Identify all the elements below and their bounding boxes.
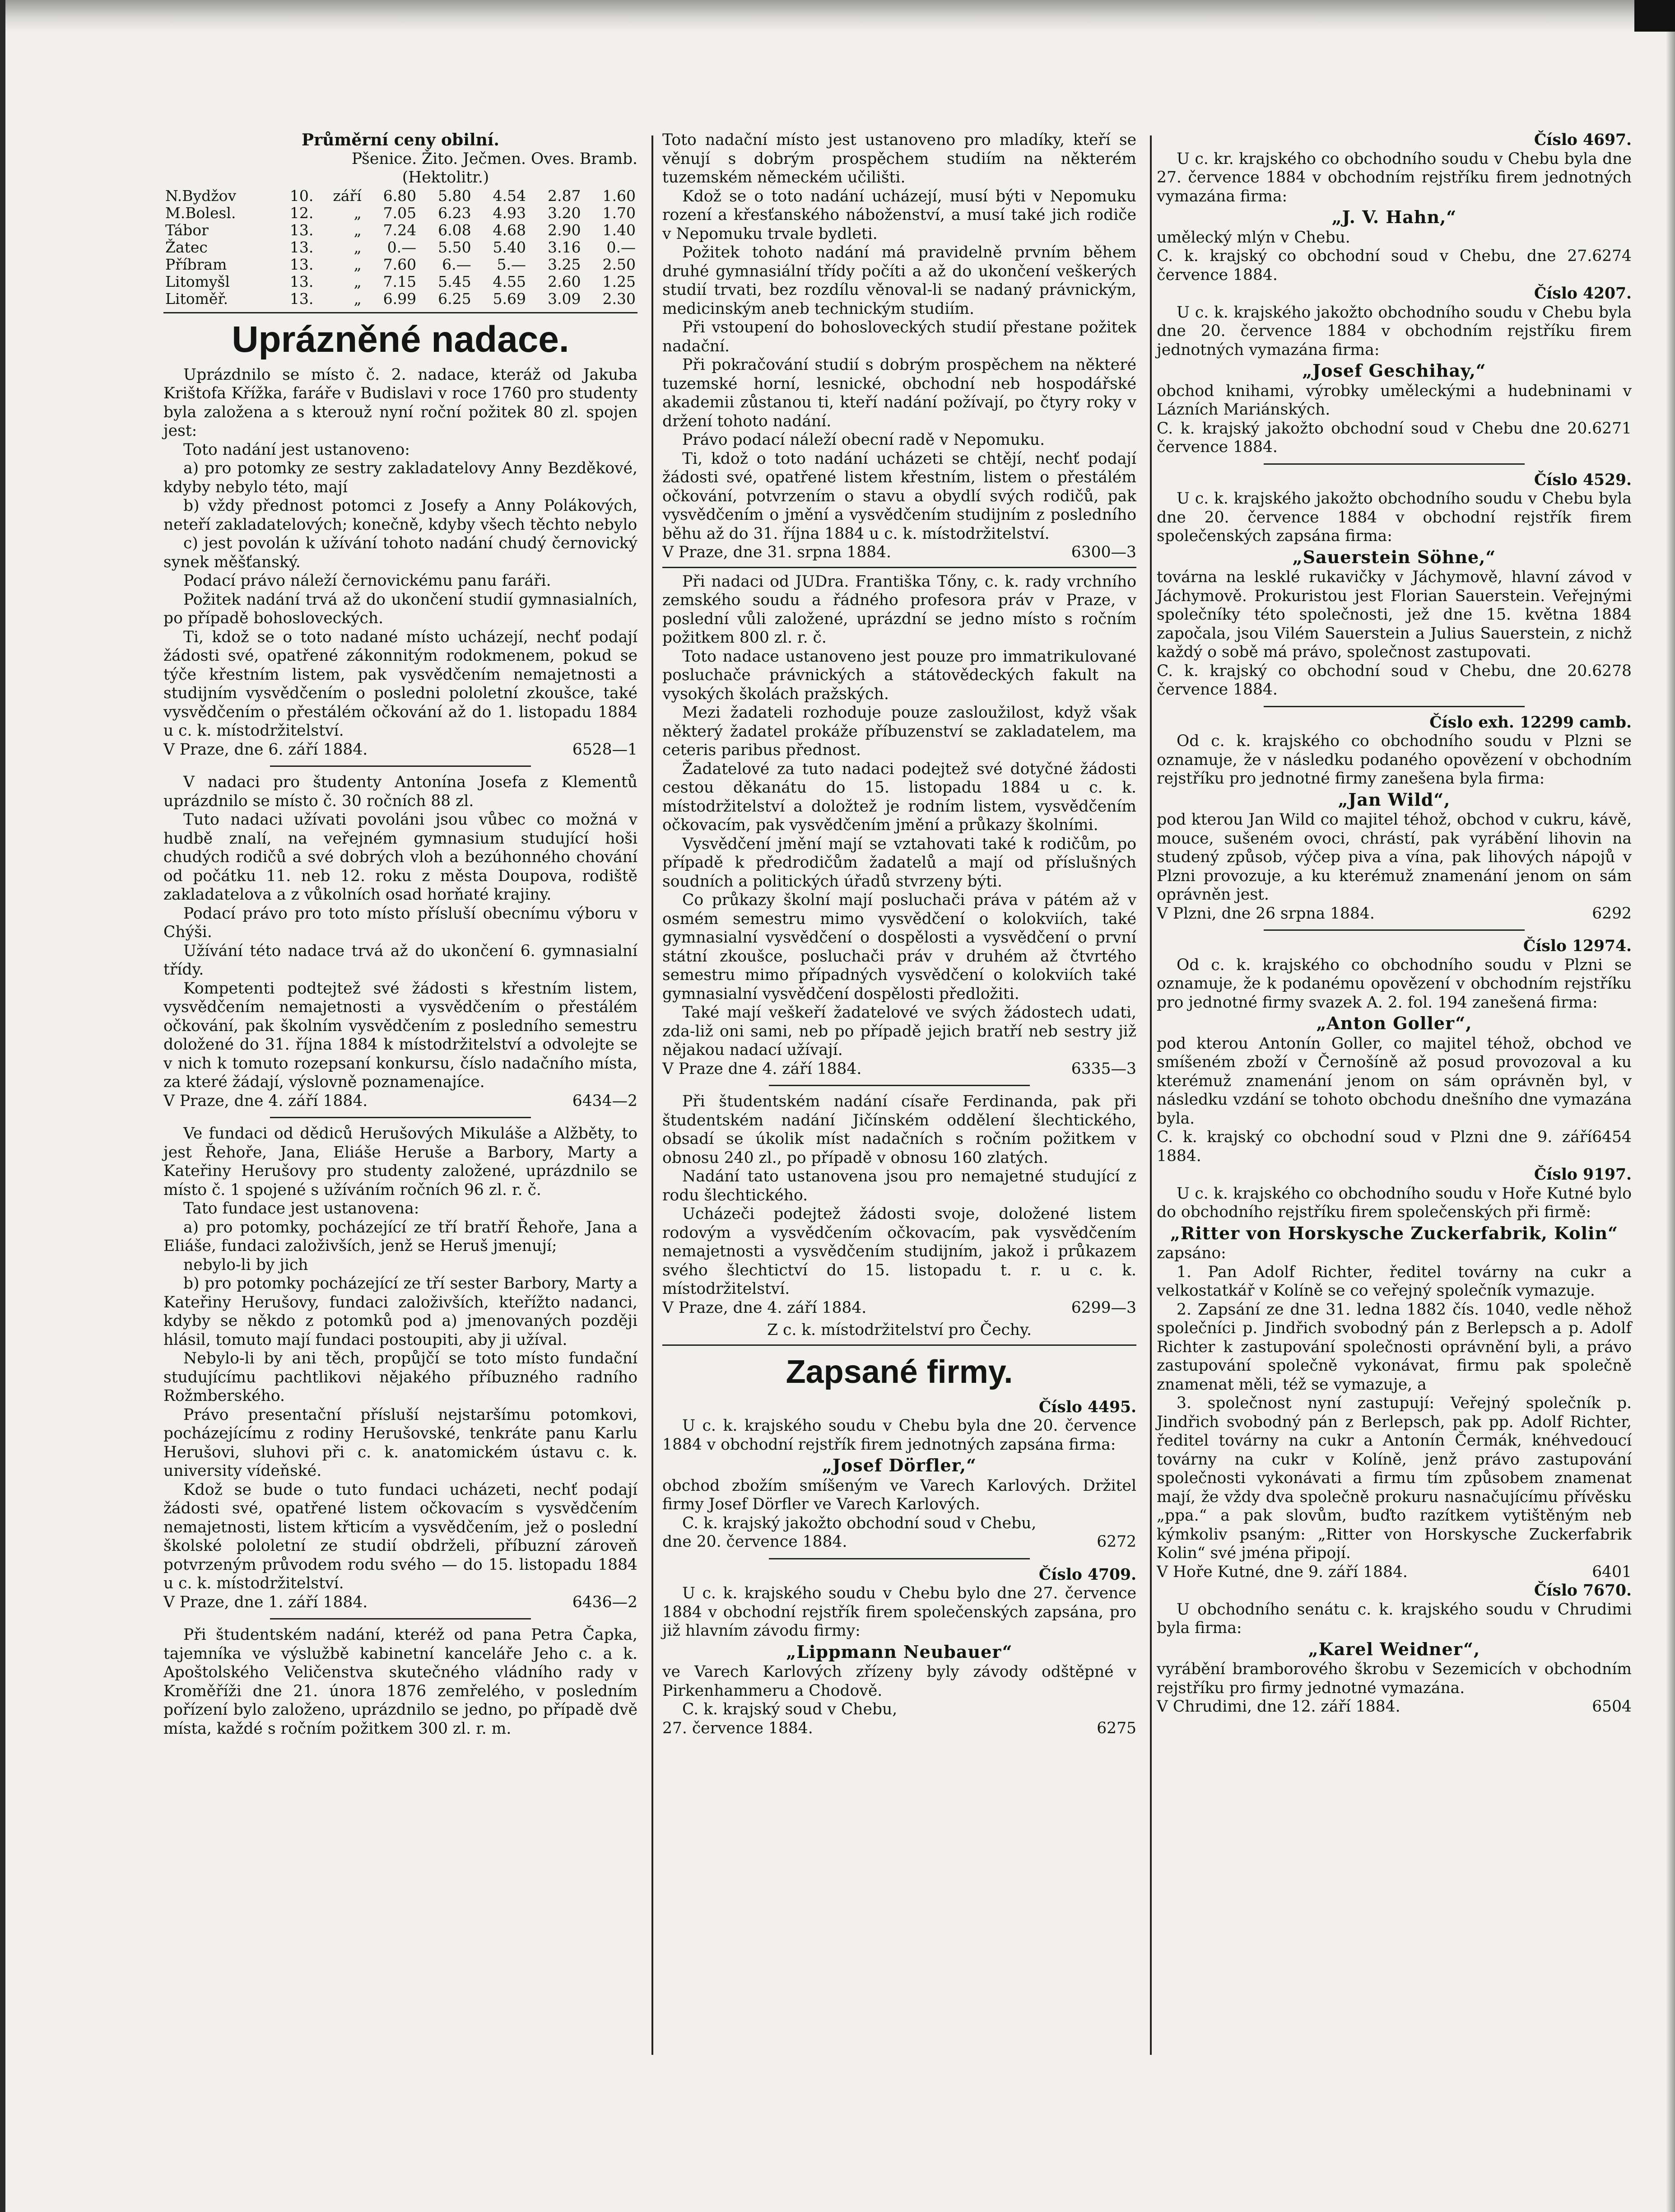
notice-klementu — [163, 773, 637, 1092]
firm-number: Číslo 7670. — [1534, 1582, 1632, 1600]
firm-signature — [1157, 905, 1632, 924]
firm-intro: Od c. k. krajského co obchodního soudu v Plzni se oznamuje, že v následku podaného opovězení v obchodním rejstříku pro jednotné firmy zanešena byla firma: — [1157, 732, 1632, 788]
firm-record-no: 6278 — [1592, 662, 1632, 680]
signature-line: V Praze dne 4. září 1884. 6335—3 — [662, 1059, 1136, 1078]
firm-record-no: 6275 — [1097, 1719, 1136, 1737]
paragraph: Tuto nadaci užívati povoláni jsou vůbec co možná v hudbě znalí, na veřejném gymnasium studující hoši chudých rodičů a své dobrých vloh a bezúhonného chování od počátku 11. neb 12. roku z města Doupova, rodiště zakladatelova a z vůkolních osad horňaté krajiny. — [163, 811, 637, 904]
price-cell-day: 12. — [289, 204, 314, 222]
firm-record-no: 6401 — [1592, 1563, 1632, 1581]
paragraph: Ti, kdož se o toto nadané místo ucházejí, nechť podají žádosti své, opatřené zákonnitým rodokmenem, pokud se týče křestním listem, pak vysvědčením nemajetnosti a studijním vysvědčením o posledni pololetní zkoušce, také vysvědčením o přestálém očkování až do 1. listopadu 1884 u c. k. místodržitelství. — [163, 628, 637, 740]
price-cell-oves: 3.25 — [547, 255, 581, 273]
price-cell-bramb: 1.70 — [602, 204, 636, 222]
page-top-shadow — [0, 0, 1675, 32]
paragraph: Kdož se bude o tuto fundaci ucházeti, nechť podají žádosti své, opatřené listem očkovacím s vysvědčením nemajetnosti, listem křticím a vysvědčením, jež o poslední školské pololetní ze studií obdrželi, příbuzní zároveň potvrzeným průvodem rodu svého — do 15. listopadu 1884 u c. k. místodržitelství. — [163, 1480, 637, 1592]
price-cell-bramb: 2.30 — [602, 289, 636, 308]
firm-signature — [662, 1533, 1136, 1552]
price-cell-month: „ — [354, 204, 362, 222]
page-left-edge — [0, 0, 5, 2212]
paragraph: c) jest povolán k užívání tohoto nadání chudý černovický synek měšťanský. — [163, 534, 637, 571]
divider — [1264, 929, 1525, 931]
firm-number: Číslo 4709. — [1038, 1565, 1136, 1584]
price-cell-bramb: 2.50 — [602, 255, 636, 273]
price-row — [163, 273, 637, 290]
firm-intro: U c. k. krajského co obchodního soudu v Hoře Kutné bylo do obchodního rejstříku firem společenských při firmě: — [1157, 1184, 1632, 1221]
notice-krizek — [163, 366, 637, 741]
paragraph: Právo podací náleží obecní radě v Nepomuku. — [682, 431, 1045, 449]
divider — [662, 1344, 1136, 1346]
price-cell-oves: 3.16 — [547, 238, 581, 256]
price-cell-oves: 2.60 — [547, 272, 581, 290]
firm-court: C. k. krajský co obchodní soud v Chebu, dne 27. července 1884. — [1157, 247, 1592, 284]
divider — [270, 1618, 531, 1619]
price-row — [163, 205, 637, 222]
firm-signature — [1157, 1128, 1632, 1166]
signature-line: V Praze, dne 6. září 1884. 6528—1 — [163, 740, 637, 759]
divider — [662, 567, 1136, 568]
price-cell-zito: 6.08 — [438, 221, 471, 239]
price-cell-psenice: 0.— — [387, 238, 417, 256]
price-cell-zito: 5.80 — [438, 187, 471, 205]
paragraph: Toto nadace ustanoveno jest pouze pro immatrikulované posluchače právnických a státovědeckých fakult na vysokých školách pražských. — [662, 647, 1136, 703]
paragraph: Při študentském nadání, kteréž od pana Petra Čapka, tajemníka ve výslužbě kabinetní kanceláře Jeho c. a k. Apoštolského Veličenstva skutečného vládního rady v Kroměříži dne 21. února 1876 zemřelého, v posledním pořízení bylo založeno, uprázdnilo se jedno, po případě dvě místa, každé s ročním požitkem 300 zl. r. m. — [163, 1626, 637, 1738]
price-cell-jecmen: 4.54 — [493, 187, 526, 205]
price-row — [163, 256, 637, 273]
firm-court: V Hoře Kutné, dne 9. září 1884. — [1157, 1563, 1408, 1581]
paragraph: Uprázdnilo se místo č. 2. nadace, kteráž od Jakuba Krištofa Křížka, faráře v Budislavi v roce 1760 pro studenty byla založena a s kterouž nyní roční požitek 80 zl. spojen jest: — [163, 365, 637, 440]
page-right-edge — [1666, 0, 1675, 2212]
firm-description: továrna na lesklé rukavičky v Jáchymově, hlavní závod v Jáchymově. Prokuristou jest Florian Sauerstein. Veřejnými společníky této společnosti, jež dne 15. května 1884 započala, jsou Vilém Sauerstein a Julius Sauerstein, z nichž každý o sobě má právo, společnost zastupovati. — [1157, 568, 1632, 661]
firm-line: zapsáno: — [1157, 1244, 1226, 1262]
price-cell-oves: 2.87 — [547, 187, 581, 205]
firm-line: 1. Pan Adolf Richter, ředitel továrny na cukr a velkostatkář v Kolíně se co veřejný společník vymazuje. — [1157, 1263, 1632, 1300]
paragraph: Ucházeči podejtež žádosti svoje, doložené listem rodovým a vysvědčením očkovacím, pak vysvědčením nemajetnosti a vysvědčením studijním, jakož i průkazem svého šlechtictví do 15. listopadu t. r. u c. k. místodržitelství. — [662, 1205, 1136, 1298]
prices-unit: (Hektolitr.) — [402, 168, 489, 187]
price-cell-bramb: 1.60 — [602, 187, 636, 205]
firm-description: obchod knihami, výrobky uměleckými a hudebninami v Lázních Mariánských. — [1157, 382, 1632, 419]
firm-entry — [662, 1566, 1136, 1738]
price-cell-city: Litoměř. — [165, 289, 228, 308]
price-cell-oves: 2.90 — [547, 221, 581, 239]
price-row — [163, 187, 637, 205]
firm-signature — [1157, 1698, 1632, 1717]
paragraph: Při študentském nadání císaře Ferdinanda, pak při študentském nadání Jičínském oddělení šlechtického, obsadí se úkolik míst nadačních s ročním požitkem v obnosu 240 zl., po případě v obnosu 160 zlatých. — [662, 1092, 1136, 1167]
firm-court: C. k. krajský co obchodní soud v Chebu, dne 20. července 1884. — [1157, 662, 1592, 699]
firm-date: 27. července 1884. — [662, 1719, 813, 1737]
price-cell-jecmen: 4.93 — [493, 204, 526, 222]
paragraph: Při vstoupení do bohosloveckých studií přestane požitek nadační. — [662, 318, 1136, 355]
firm-record-no: 6454 — [1592, 1128, 1632, 1146]
firm-court: V Chrudimi, dne 12. září 1884. — [1157, 1698, 1400, 1716]
firm-record-no: 6504 — [1592, 1698, 1632, 1716]
signature-line: V Praze, dne 31. srpna 1884. 6300—3 — [662, 543, 1136, 561]
firm-record-no: 6272 — [1097, 1533, 1136, 1551]
price-cell-zito: 6.— — [442, 255, 471, 273]
price-cell-bramb: 1.40 — [602, 221, 636, 239]
paragraph: a) pro potomky ze sestry zakladatelovy Anny Bezděkové, kdyby nebylo této, mají — [163, 459, 637, 496]
paragraph: Podací právo náleží černovickému panu faráři. — [183, 572, 551, 590]
price-cell-day: 13. — [289, 221, 314, 239]
price-cell-jecmen: 5.69 — [493, 289, 526, 308]
firm-record-no: 6292 — [1592, 904, 1632, 923]
firm-entry — [662, 1398, 1136, 1552]
price-cell-month: „ — [354, 289, 362, 308]
firm-description: pod kterou Jan Wild co majitel téhož, obchod v cukru, kávě, mouce, sušeném ovoci, chrástí, pak vyrábění lihovin na studený způsob, výčep piva a vína, pak lihových nápojů v Plzni provozuje, a ku kterémuž znamenání jenom on sám oprávněn jest. — [1157, 811, 1632, 904]
paragraph: Užívání této nadace trvá až do ukončení 6. gymnasialní třídy. — [163, 942, 637, 979]
paragraph: V nadaci pro študenty Antonína Josefa z Klementů uprázdnilo se místo č. 30 ročních 88 zl. — [163, 773, 637, 810]
firm-entry — [1157, 285, 1632, 457]
firm-description: ve Varech Karlových zřízeny byly závody odštěpné v Pirkenhammeru a Chodově. — [662, 1663, 1136, 1700]
price-cell-day: 13. — [289, 289, 314, 308]
price-cell-bramb: 1.25 — [602, 272, 636, 290]
paragraph: nebylo-li by jich — [183, 1255, 308, 1274]
price-cell-day: 13. — [289, 255, 314, 273]
price-cell-psenice: 7.15 — [383, 272, 417, 290]
notice-capka-continued — [662, 131, 1136, 543]
firm-name: „Jan Wild“, — [1338, 789, 1451, 810]
divider — [270, 1117, 531, 1118]
section-heading: Uprázněné nadace. — [232, 318, 569, 360]
price-row — [163, 239, 637, 256]
section-heading-firms: Zapsané firmy. — [786, 1353, 1013, 1390]
paragraph: Požitek nadání trvá až do ukončení studií gymnasialních, po případě bohosloveckých. — [163, 590, 637, 627]
price-cell-month: září — [333, 187, 362, 205]
firm-entry — [1157, 1582, 1632, 1717]
column-2 — [662, 131, 1136, 1738]
firm-entry — [1157, 1166, 1632, 1582]
notice-tony — [662, 573, 1136, 1060]
firm-name: „Ritter von Horskysche Zuckerfabrik, Kolin“ — [1170, 1223, 1619, 1243]
firm-name: „Sauerstein Söhne,“ — [1292, 546, 1496, 567]
firm-number: Číslo 12974. — [1523, 937, 1632, 955]
firm-intro: Od c. k. krajského co obchodního soudu v Plzni se oznamuje, že k podanému opovězení v obchodním rejstříku pro jednotné firmy svazek A. 2. fol. 194 zanešená firma: — [1157, 956, 1632, 1012]
paragraph: Ti, kdož o toto nadání ucházeti se chtějí, nechť podají žádosti své, opatřené listem křestním, listem o přestálém očkování, potvrzením o stavu a obydlí svých rodičů, pak vysvědčením o jmění a vysvědčením studijním z posledního běhu až do 31. října 1884 u c. k. místodržitelství. — [662, 449, 1136, 543]
firm-number: Číslo 9197. — [1534, 1166, 1632, 1184]
price-cell-psenice: 7.24 — [383, 221, 417, 239]
price-cell-month: „ — [354, 255, 362, 273]
price-cell-psenice: 6.99 — [383, 289, 417, 308]
firm-signature — [1157, 1563, 1632, 1582]
paragraph: Co průkazy školní mají posluchači práva v pátém až v osmém semestru mimo vysvědčení o kolokviích, také gymnasialní vysvědčení o dospělosti a vysvědčení o první státní zkoušce, posluchači práv v druhém až čtvrtého semestru mimo případných vysvědčení o kolokviích také gymnasialní vysvědčení dospělosti předložiti. — [662, 891, 1136, 1003]
paragraph: Toto nadání jest ustanoveno: — [183, 440, 410, 459]
price-row — [163, 222, 637, 239]
price-cell-oves: 3.20 — [547, 204, 581, 222]
paragraph: Požitek tohoto nadání má pravidelně prvním během druhé gymnasiální třídy počíti a až do ukončení veškerých studií trvati, bez rozdílu věnoval-li se nadaný právnickým, medicinským aneb technickým studiím. — [662, 243, 1136, 318]
column-rule-1 — [651, 135, 653, 2055]
firm-number: Číslo exh. 12299 camb. — [1429, 713, 1632, 732]
firm-name: „Karel Weidner“, — [1308, 1638, 1480, 1659]
prices-header: Pšenice. Žito. Ječmen. Oves. Bramb. — [351, 149, 637, 168]
price-cell-jecmen: 5.40 — [493, 238, 526, 256]
firm-description: obchod zbožím smíšeným ve Varech Karlových. Držitel firmy Josef Dörfler ve Varech Karlových. — [662, 1476, 1136, 1513]
firm-entry — [1157, 471, 1632, 700]
notice-herusovych — [163, 1125, 637, 1593]
firm-description: vyrábění bramborového škrobu v Sezemicích v obchodním rejstříku pro firmy jednotné vymazána. — [1157, 1660, 1632, 1697]
firm-intro: U c. kr. krajského co obchodního soudu v Chebu byla dne 27. července 1884 v obchodním rejstříku firem jednotných vymazána firma: — [1157, 149, 1632, 205]
paragraph: b) vždy přednost potomci z Josefy a Anny Polákových, neteří zakladatelových; konečně, kdyby všech těchto nebylo — [163, 497, 637, 534]
price-cell-psenice: 6.80 — [383, 187, 417, 205]
price-cell-city: Litomyšl — [165, 272, 230, 290]
firm-intro: U c. k. krajského jakožto obchodního soudu v Chebu byla dne 20. července 1884 v obchodním rejstříku firem jednotných vymazána firma: — [1157, 303, 1632, 359]
price-cell-day: 10. — [289, 187, 314, 205]
paragraph: Ve fundaci od dědiců Herušových Mikuláše a Alžběty, to jest Řehoře, Jana, Eliáše Heruše a Barbory, Marty a Kateřiny Herušovy pro studenty založené, uprázdnilo se místo č. 1 spojené s užíváním ročních 96 zl. r. č. — [163, 1125, 637, 1199]
price-cell-day: 13. — [289, 272, 314, 290]
firm-court: C. k. krajský jakožto obchodní soud v Chebu, — [682, 1514, 1037, 1532]
price-cell-day: 13. — [289, 238, 314, 256]
prices-table — [163, 187, 637, 308]
price-cell-zito: 6.23 — [438, 204, 471, 222]
paragraph: Podací právo pro toto místo přísluší obecnímu výboru v Chýši. — [163, 904, 637, 941]
firm-intro: U c. k. krajského soudu v Chebu byla dne 20. července 1884 v obchodní rejstřík firem jednotných zapsána firma: — [662, 1417, 1136, 1454]
paragraph: Toto nadační místo jest ustanoveno pro mladíky, kteří se věnují s dobrým prospěchem studiím na některém tuzemském německém učilišti. — [662, 131, 1136, 187]
paragraph: Také mají veškeří žadatelové ve svých žádostech udati, zda-liž oni sami, neb po případě jejich bratří neb sestry již nějakou nadací užívají. — [662, 1003, 1136, 1059]
firm-number: Číslo 4207. — [1534, 285, 1632, 303]
firm-signature — [1157, 247, 1632, 285]
divider — [769, 1085, 1030, 1086]
firm-name: „Anton Goller“, — [1316, 1013, 1472, 1033]
paragraph: Kompetenti podtejtež své žádosti s křestním listem, vysvědčením nemajetnosti a vysvědčením o přestálém očkování, pak školním vysvědčením z posledního semestru doložené do 31. října 1884 k místodržitelství a odvolejte se v nich k tomuto rozepsaní konkursu, číslo nadačního místa, za které žádají, výslovně poznamenajíce. — [163, 979, 637, 1091]
paragraph: Nadání tato ustanovena jsou pro nemajetné studující z rodu šlechtického. — [662, 1167, 1136, 1204]
firm-number: Číslo 4495. — [1038, 1398, 1136, 1416]
firm-entry — [1157, 714, 1632, 924]
column-1 — [163, 131, 637, 1738]
price-cell-zito: 5.45 — [438, 272, 471, 290]
page-corner-mark — [1634, 0, 1675, 32]
firm-name: „Lippmann Neubauer“ — [786, 1641, 1013, 1662]
firm-court: V Plzni, dne 26 srpna 1884. — [1157, 904, 1375, 923]
signature-line: V Praze, dne 4. září 1884. 6434—2 — [163, 1092, 637, 1110]
firm-signature — [1157, 662, 1632, 700]
price-cell-jecmen: 5.— — [497, 255, 526, 273]
firm-description: pod kterou Antonín Goller, co majitel téhož, obchod ve smíšeném zboží v Černošíně až posud provozoval a ku kterémuž znamenání jenom on sám oprávněn byl, v následku vzdání se tohoto obchodu dnešního dne vymazána byla. — [1157, 1034, 1632, 1128]
paragraph: Právo presentační přísluší nejstaršímu potomkovi, pocházejícímu z rodiny Herušovské, tenkráte panu Karlu Herušovi, sluhovi při c. k. anatomickém ústavu c. k. university vídeňské. — [163, 1405, 637, 1480]
price-cell-jecmen: 4.68 — [493, 221, 526, 239]
price-cell-bramb: 0.— — [606, 238, 636, 256]
prices-title: Průměrní ceny obilní. — [302, 131, 499, 149]
firm-intro: U c. k. krajského jakožto obchodního soudu v Chebu byla dne 20. července 1884 v obchodní rejstřík firem společenských zapsána firma: — [1157, 490, 1632, 545]
authority-signature: Z c. k. místodržitelství pro Čechy. — [767, 1321, 1032, 1339]
paragraph: b) pro potomky pocházející ze tří sester Barbory, Marty a Kateřiny Herušovy, fundaci založivších, kteřížto nadanci, kdyby se někdo z potomků pod a) jmenovaných později hlásil, tomuto mají fundaci postoupiti, aby ji užíval. — [163, 1274, 637, 1349]
price-cell-city: M.Bolesl. — [165, 204, 236, 222]
divider — [1264, 706, 1525, 707]
signature-line: V Praze, dne 4. září 1884. 6299—3 — [662, 1298, 1136, 1317]
paragraph: Nebylo-li by ani těch, propůjčí se toto místo fundační studujícímu pachtlikovi nějakého příbuzného radního Rožmberského. — [163, 1349, 637, 1405]
firm-number: Číslo 4529. — [1534, 471, 1632, 489]
firm-entry — [1157, 131, 1632, 285]
price-cell-city: Tábor — [165, 221, 209, 239]
price-cell-city: N.Bydžov — [165, 187, 237, 205]
paragraph: Mezi žadateli rozhoduje pouze zasloužilost, když však některý žadatel prokáže příbuzenství se zakladatelem, ma ceteris paribus přednost. — [662, 704, 1136, 759]
paragraph: Kdož se o toto nadání ucházejí, musí býti v Nepomuku rození a křesťanského náboženství, a musí také jich rodiče v Nepomuku trvale bydleti. — [662, 187, 1136, 243]
firm-court: C. k. krajský soud v Chebu, — [682, 1700, 898, 1718]
firm-name: „Josef Dörfler,“ — [822, 1455, 977, 1475]
price-cell-city: Žatec — [165, 238, 208, 256]
firm-intro: U c. k. krajského soudu v Chebu bylo dne 27. července 1884 v obchodní rejstřík firem společenských zapsána, pro již hlavním závodu firmy: — [662, 1584, 1136, 1640]
price-cell-psenice: 7.05 — [383, 204, 417, 222]
price-cell-month: „ — [354, 238, 362, 256]
paragraph: Při pokračování studií s dobrým prospěchem na některé tuzemské horní, lesnické, obchodní neb hospodářské akademii zůstanou ti, kteří nadání požívají, po čtyry roky v držení tohoto nadání. — [662, 356, 1136, 430]
firm-name: „J. V. Hahn,“ — [1331, 207, 1457, 227]
firm-court: C. k. krajský co obchodní soud v Plzni dne 9. září 1884. — [1157, 1128, 1592, 1165]
firm-number: Číslo 4697. — [1534, 131, 1632, 149]
divider — [270, 765, 531, 767]
firm-line: 3. společnost nyní zastupují: Veřejný společník p. Jindřich svobodný pán z Berlepsch, pak pp. Adolf Richter, ředitel továrny na cukr a Antonín Čermák, knéhvedoucí továrny na cukr v Kolíně, jenž právo zastupování společnosti vykonávati a firmu tím způsobem znamenat mají, že vždy dva společně prokuru nasnačujícímu přívěsku „ppa.“ a pak slovům, buďto razítkem vytištěným neb kýmkoliv psaným: „Ritter von Horskysche Zuckerfabrik Kolin“ své jména připojí. — [1157, 1394, 1632, 1562]
price-cell-month: „ — [354, 272, 362, 290]
divider — [163, 312, 637, 313]
price-cell-zito: 5.50 — [438, 238, 471, 256]
paragraph: Vysvědčení jmění mají se vztahovati také k rodičům, po případě k předrodičům žadatelů a mají od příslušných soudních a politických úřadů stvrzeny býti. — [662, 835, 1136, 891]
signature-line: V Praze, dne 1. září 1884. 6436—2 — [163, 1593, 637, 1611]
firm-record-no: 6274 — [1592, 247, 1632, 265]
firm-signature — [662, 1719, 1136, 1738]
price-cell-oves: 3.09 — [547, 289, 581, 308]
column-rule-2 — [1150, 135, 1152, 2055]
firm-intro: U obchodního senátu c. k. krajského soudu v Chrudimi byla firma: — [1157, 1600, 1632, 1637]
column-3 — [1157, 131, 1632, 1717]
price-cell-psenice: 7.60 — [383, 255, 417, 273]
divider — [769, 1558, 1030, 1559]
paragraph: Tato fundace jest ustanovena: — [183, 1199, 419, 1218]
firm-record-no: 6271 — [1592, 419, 1632, 438]
divider — [1264, 463, 1525, 465]
notice-capka — [163, 1626, 637, 1738]
price-cell-zito: 6.25 — [438, 289, 471, 308]
firm-date: dne 20. července 1884. — [662, 1533, 847, 1551]
firm-name: „Josef Geschihay,“ — [1302, 360, 1486, 381]
price-row — [163, 290, 637, 308]
firm-signature — [1157, 420, 1632, 457]
paragraph: Žadatelové za tuto nadaci podejtež své dotyčné žádosti cestou děkanátu do 15. listopadu 1884 u c. k. místodržitelství a doložtež je rodním listem, vysvědčením očkovacím, pak vysvědčením jmění a průkazy školními. — [662, 760, 1136, 834]
price-cell-city: Příbram — [165, 255, 227, 273]
price-cell-jecmen: 4.55 — [493, 272, 526, 290]
firm-description: umělecký mlýn v Chebu. — [1157, 228, 1350, 247]
paragraph: Při nadaci od JUDra. Františka Tőny, c. k. rady vrchního zemského soudu a řádného profesora práv v Praze, v poslední vůli založené, uprázdní se jedno místo s ročním požitkem 800 zl. r. č. — [662, 572, 1136, 647]
paragraph: a) pro potomky, pocházející ze tří bratří Řehoře, Jana a Eliáše, fundaci založivších, jenž se Heruš jmenují; — [163, 1218, 637, 1255]
price-cell-month: „ — [354, 221, 362, 239]
firm-entry — [1157, 937, 1632, 1166]
firm-court: C. k. krajský jakožto obchodní soud v Chebu dne 20. července 1884. — [1157, 419, 1592, 456]
firm-line: 2. Zapsání ze dne 31. ledna 1882 čís. 1040, vedle něhož společníci p. Jindřich svobodný pán z Berlepsch a p. Adolf Richter k zastupování společnosti oprávnění byli, a právo zastupování společně vykonávat, firmu pak společně znamenat měli, též se vymazuje, a — [1157, 1300, 1632, 1394]
notice-ferdinanda — [662, 1092, 1136, 1299]
